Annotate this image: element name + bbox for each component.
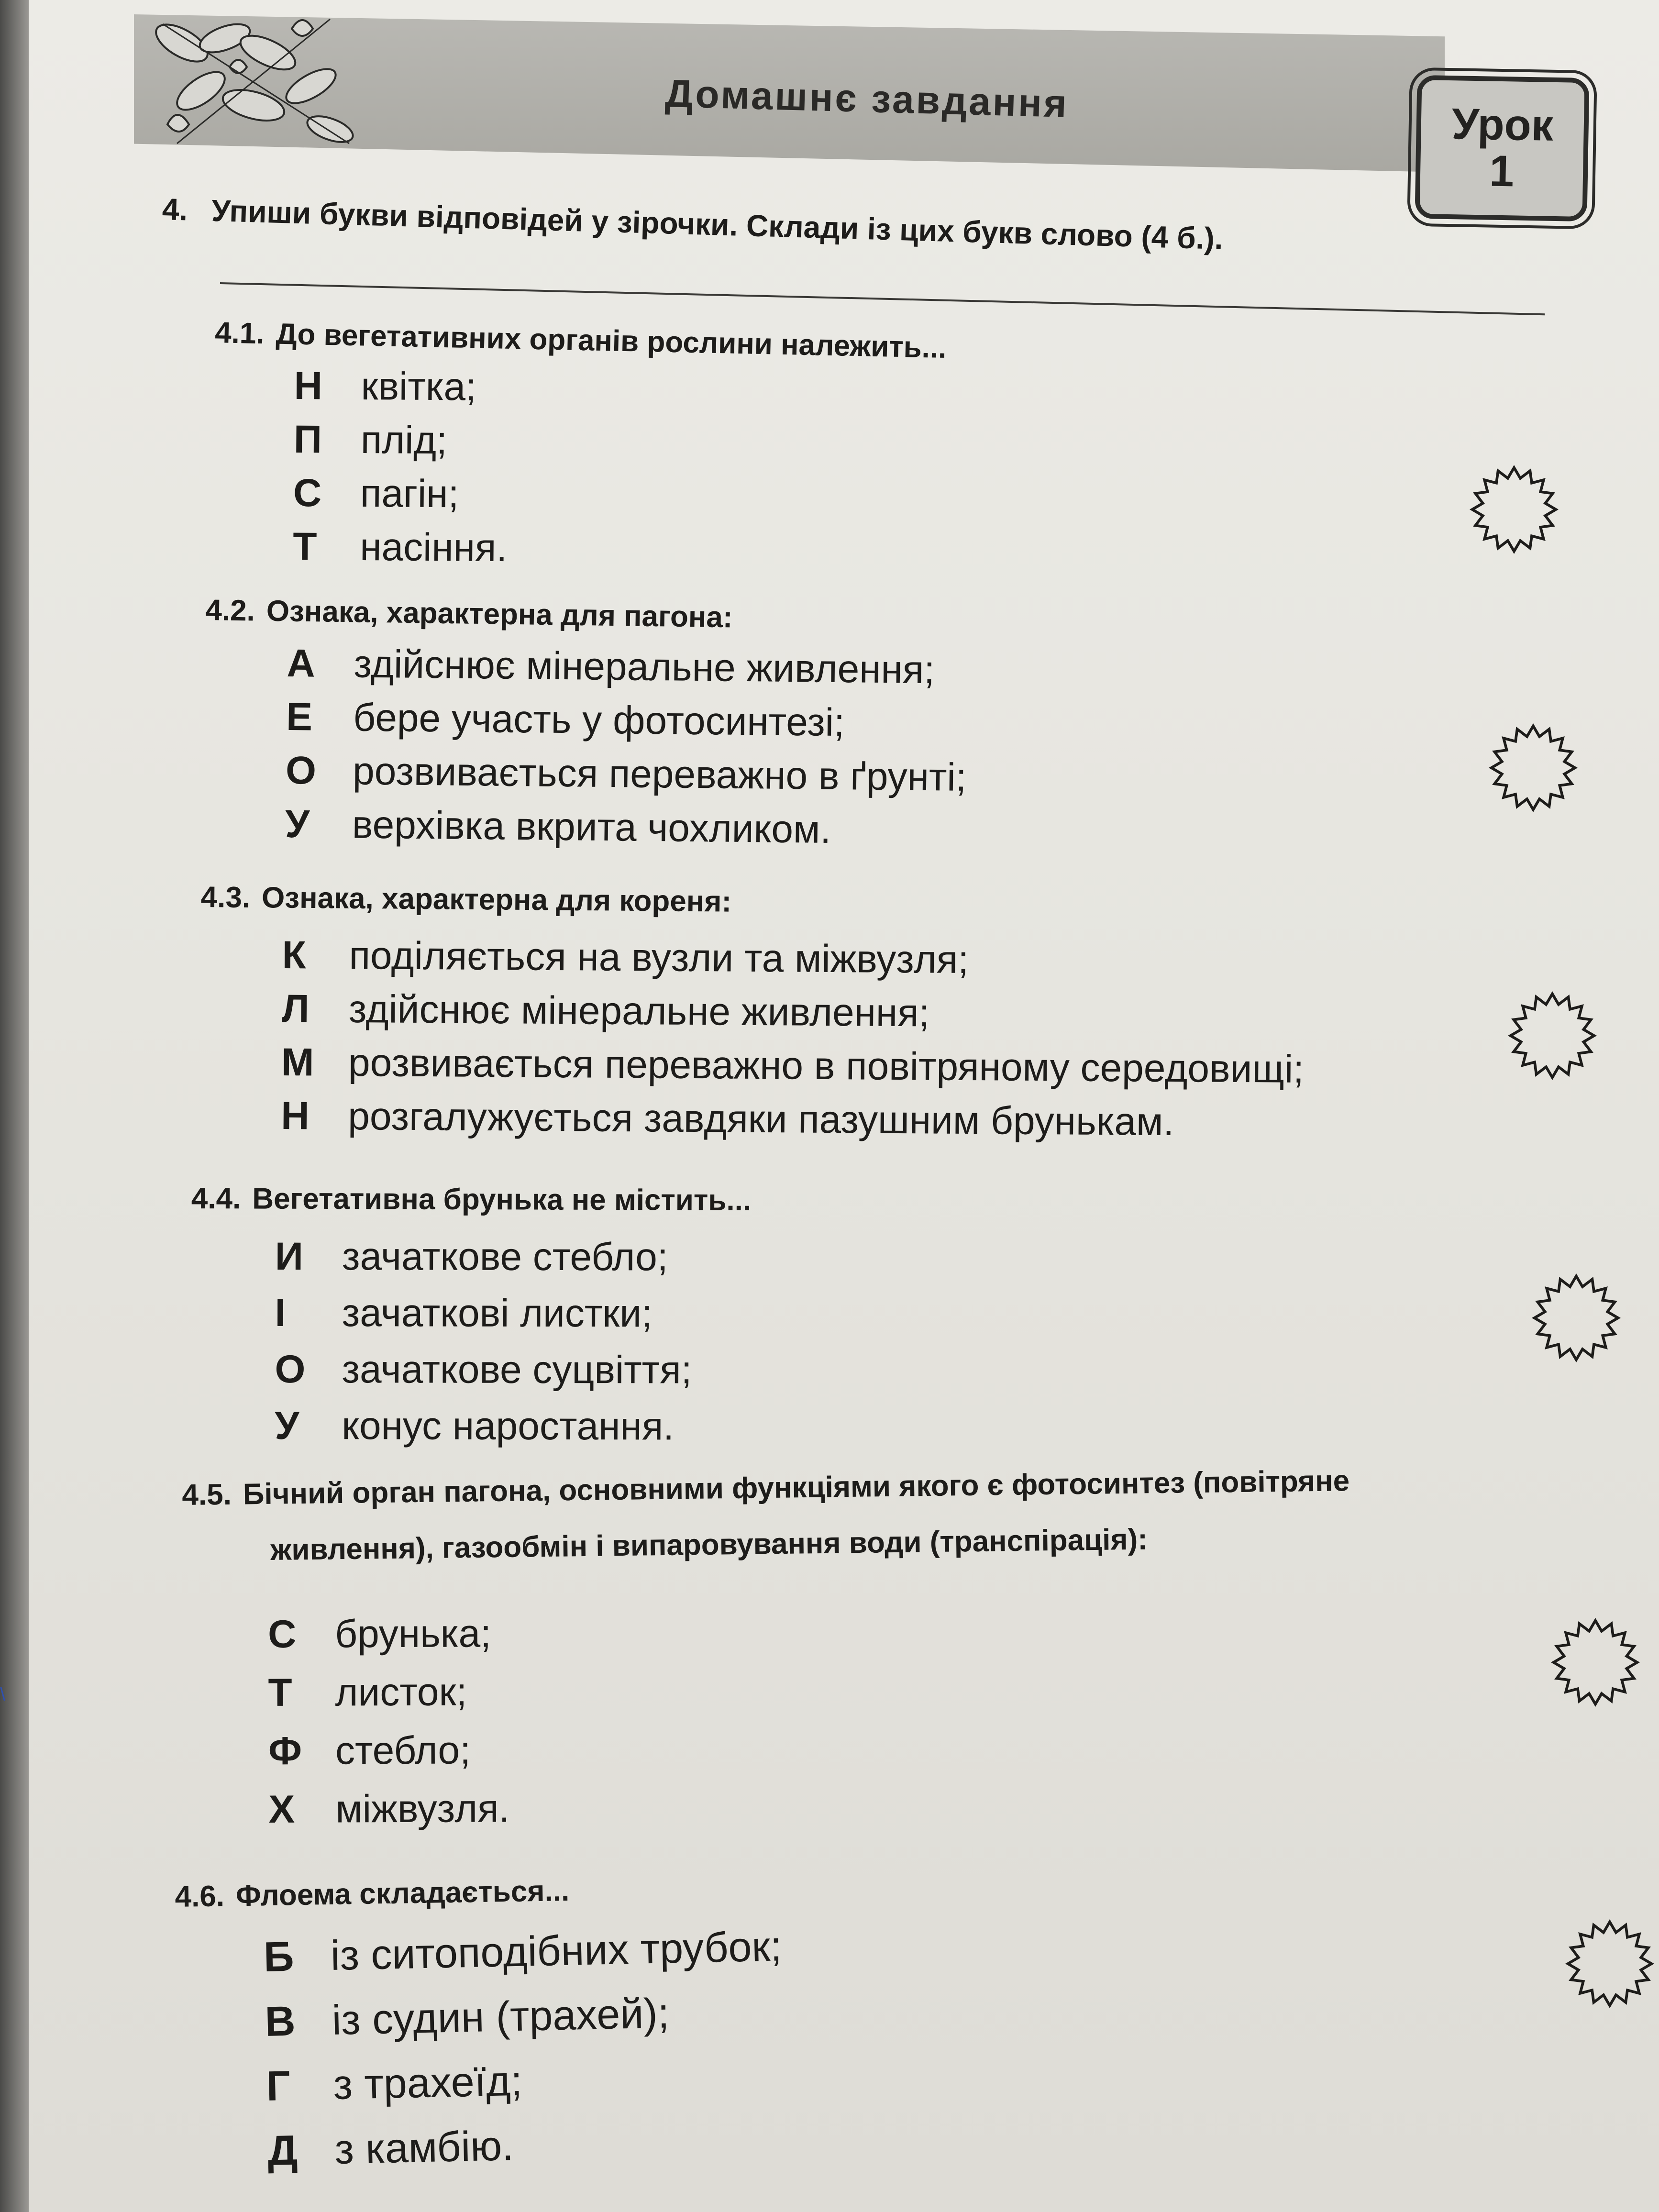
option-letter: У <box>285 802 310 846</box>
option-letter: Е <box>286 695 313 739</box>
option-text: насіння. <box>360 525 508 570</box>
options-4-5 <box>268 1611 510 1846</box>
task-number: 4. <box>161 191 188 227</box>
question-4-4 <box>191 1182 752 1217</box>
option-text: розвивається переважно в ґрунті; <box>352 749 967 799</box>
question-4-3 <box>200 880 731 919</box>
option-letter: О <box>275 1347 306 1392</box>
option-text: розвивається переважно в повітряному середовищі; <box>348 1040 1305 1091</box>
question-text: До вегетативних органів рослини належить... <box>275 317 947 365</box>
options-4-3 <box>281 933 1305 1154</box>
options-4-6 <box>263 1922 787 2191</box>
option <box>265 1986 784 2062</box>
option <box>266 2051 785 2126</box>
lesson-word: Урок <box>1451 100 1554 151</box>
option-letter: М <box>281 1040 314 1084</box>
option-letter: Г <box>265 2061 291 2110</box>
option-text: зачаткове стебло; <box>342 1235 668 1279</box>
question-text: Ознака, характерна для пагона: <box>266 594 733 634</box>
option <box>268 1670 509 1729</box>
option <box>293 417 508 472</box>
option-text: квітка; <box>361 364 477 409</box>
question-number: 4.4. <box>191 1182 241 1216</box>
option-text: із судин (трахей); <box>331 1989 670 2044</box>
option-text: стебло; <box>335 1728 471 1773</box>
option <box>267 2115 786 2191</box>
question-text: Флоема складається... <box>235 1874 570 1913</box>
question-number: 4.6. <box>175 1880 225 1913</box>
option-text: здійснює мінеральне живлення; <box>348 987 930 1035</box>
option <box>275 1347 692 1405</box>
answer-star-4-5[interactable] <box>1550 1617 1641 1708</box>
page-title: Домашнє завдання <box>664 71 1069 126</box>
option-letter: Т <box>293 524 317 569</box>
option <box>286 695 967 755</box>
option <box>268 1786 509 1846</box>
task-text: Упиши букви відповідей у зірочки. Склади із цих букв слово (4 б.). <box>211 193 1224 256</box>
answer-star-4-1[interactable] <box>1469 464 1559 555</box>
lesson-number: 1 <box>1489 146 1515 196</box>
option <box>294 364 509 419</box>
option-letter: Д <box>267 2126 299 2174</box>
question-number: 4.3. <box>200 881 251 914</box>
option <box>282 933 1305 994</box>
pen-mark: \ <box>0 1684 6 1705</box>
option-text: брунька; <box>335 1612 492 1656</box>
question-text: Бічний орган пагона, основними функціями якого є фотосинтез (повітряне <box>243 1464 1350 1511</box>
option-letter: И <box>275 1235 303 1279</box>
option <box>281 1094 1304 1154</box>
option-text: листок; <box>335 1670 467 1714</box>
option <box>293 471 508 526</box>
option-text: плід; <box>360 418 448 463</box>
option <box>275 1291 692 1348</box>
option <box>285 802 966 863</box>
option-letter: Н <box>281 1094 310 1138</box>
option <box>275 1404 692 1461</box>
option-letter: Б <box>263 1932 295 1980</box>
option-letter: В <box>264 1997 296 2045</box>
option-letter: С <box>268 1612 297 1656</box>
option-text: з камбію. <box>334 2122 514 2173</box>
option-letter: П <box>293 417 322 462</box>
question-number: 4.2. <box>205 593 255 628</box>
option-letter: Т <box>268 1670 292 1714</box>
question-4-6 <box>175 1874 570 1914</box>
options-4-4 <box>275 1234 692 1461</box>
question-number: 4.5. <box>182 1478 232 1512</box>
option-text: верхівка вкрита чохликом. <box>352 803 831 852</box>
option-letter: Х <box>268 1787 295 1831</box>
option <box>285 748 966 809</box>
question-text: Ознака, характерна для кореня: <box>261 881 732 918</box>
option-text: здійснює мінеральне живлення; <box>354 642 935 692</box>
option-text: зачаткові листки; <box>342 1291 653 1336</box>
option <box>287 641 968 702</box>
option <box>281 1040 1305 1101</box>
option <box>275 1234 692 1292</box>
question-number: 4.1. <box>214 316 265 351</box>
option-text: зачаткове суцвіття; <box>342 1348 692 1392</box>
option-text: розгалужується завдяки пазушним брунькам. <box>348 1094 1174 1144</box>
options-4-2 <box>285 641 968 863</box>
option <box>263 1922 783 1997</box>
option-letter: Н <box>294 364 323 408</box>
option-text: із ситоподібних трубок; <box>330 1922 783 1980</box>
option-text: з трахеїд; <box>332 2057 523 2108</box>
option-letter: Л <box>281 986 310 1031</box>
option-text: конус наростання. <box>342 1404 675 1449</box>
option <box>281 986 1305 1047</box>
question-text-line2: живлення), газообмін і випаровування води (транспірація): <box>270 1523 1148 1567</box>
option-letter: О <box>285 748 317 793</box>
option-text: міжвузля. <box>335 1787 510 1831</box>
book-spine-edge <box>0 0 29 2212</box>
option-letter: С <box>293 471 322 515</box>
option-text: бере участь у фотосинтезі; <box>353 696 845 745</box>
option-letter: А <box>287 641 316 686</box>
answer-star-4-4[interactable] <box>1531 1272 1622 1363</box>
option-text: поділяється на вузли та міжвузля; <box>349 933 969 982</box>
question-text: Вегетативна брунька не містить... <box>252 1182 752 1217</box>
option <box>268 1728 509 1787</box>
answer-star-4-2[interactable] <box>1488 722 1579 813</box>
answer-star-4-3[interactable] <box>1507 990 1598 1081</box>
options-4-1 <box>293 364 509 579</box>
option-letter: К <box>282 933 307 977</box>
lesson-badge <box>1415 75 1589 221</box>
option <box>293 524 508 579</box>
option <box>268 1611 509 1670</box>
option-letter: У <box>275 1404 299 1448</box>
leaves-butterflies-decoration <box>148 10 364 153</box>
option-text: пагін; <box>360 471 459 516</box>
option-letter: І <box>275 1291 286 1335</box>
answer-star-4-6[interactable] <box>1564 1918 1655 2009</box>
option-letter: Ф <box>268 1729 302 1773</box>
